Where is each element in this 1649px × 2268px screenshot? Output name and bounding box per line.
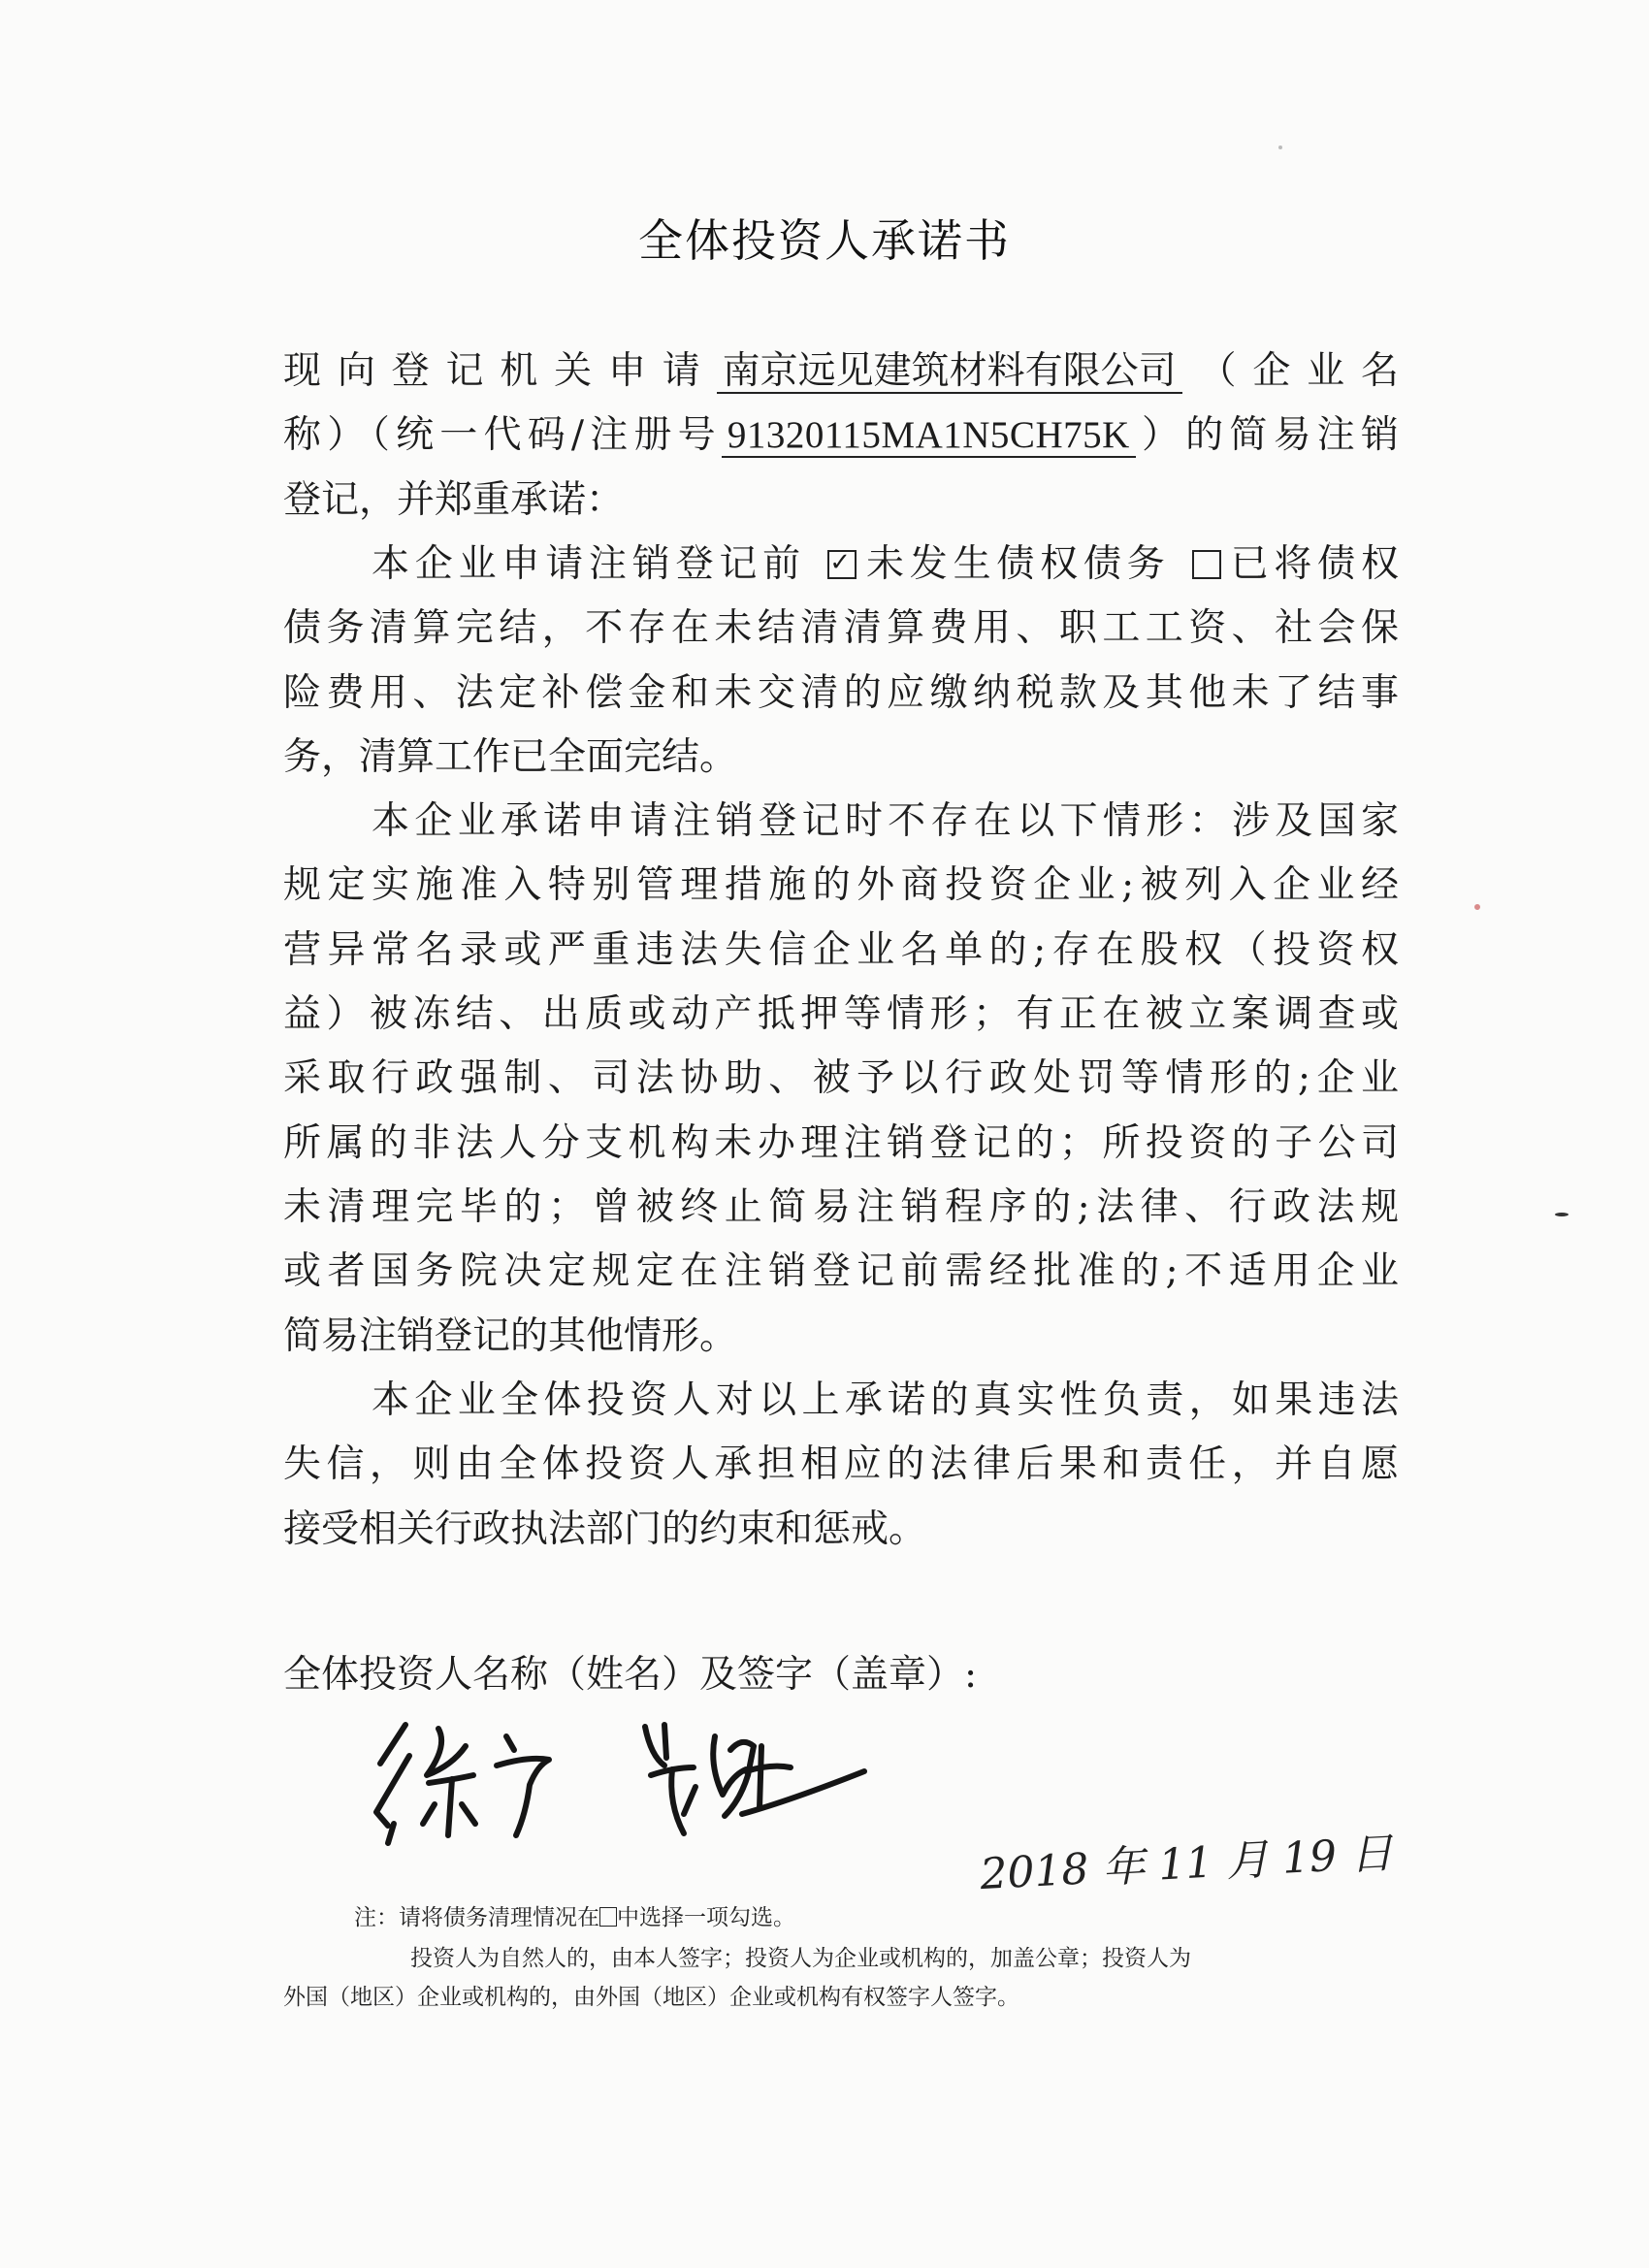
company-name-field: 南京远见建筑材料有限公司 [717, 352, 1182, 394]
check-icon: ✓ [829, 548, 851, 577]
signing-date: 2018 年 11 月 19 日 [979, 1828, 1395, 1900]
signature-2 [626, 1707, 878, 1853]
note-line-2: 投资人为自然人的，由本人签字；投资人为企业或机构的，加盖公章；投资人为 [410, 1946, 1191, 1971]
scan-speck [1474, 904, 1480, 910]
p3-line-7: 未清理完毕的；曾被终止简易注销程序的;法律、行政法规 [283, 1185, 1399, 1229]
note-line-1: 注：请将债务清理情况在 中选择一项勾选。 [354, 1905, 795, 1930]
p3-line-1: 本企业承诺申请注销登记时不存在以下情形：涉及国家 [372, 799, 1399, 843]
scan-speck [1278, 146, 1282, 149]
p2-line-4: 务，清算工作已全面完结。 [283, 735, 738, 779]
signature-label: 全体投资人名称（姓名）及签字（盖章）: [283, 1653, 978, 1697]
p3-line-3: 营异常名录或严重违法失信企业名单的;存在股权（投资权 [283, 928, 1399, 972]
p2-line-2: 债务清算完结，不存在未结清清算费用、职工工资、社会保 [283, 606, 1399, 650]
checkbox-debts-settled [1192, 550, 1221, 579]
p3-line-9: 简易注销登记的其他情形。 [283, 1314, 738, 1358]
p3-line-8: 或者国务院决定规定在注销登记前需经批准的;不适用企业 [283, 1249, 1399, 1293]
checkbox-no-debts [827, 550, 857, 579]
application-line-3: 登记，并郑重承诺： [283, 478, 625, 522]
p3-line-6: 所属的非法人分支机构未办理注销登记的；所投资的子公司 [283, 1121, 1399, 1165]
p4-line-2: 失信，则由全体投资人承担相应的法律后果和责任，并自愿 [283, 1442, 1399, 1486]
signature-1 [359, 1707, 572, 1853]
p4-line-1: 本企业全体投资人对以上承诺的真实性负责，如果违法 [372, 1378, 1399, 1422]
scan-speck [1555, 1213, 1568, 1216]
p4-line-3: 接受相关行政执法部门的约束和惩戒。 [283, 1507, 927, 1551]
p2-line-3: 险费用、法定补偿金和未交清的应缴纳税款及其他未了结事 [283, 671, 1399, 715]
application-line-2: 称）（统一代码/注册号 91320115MA1N5CH75K ）的简易注销 [283, 413, 1399, 457]
registration-code-field: 91320115MA1N5CH75K [722, 416, 1136, 458]
note-line-3: 外国（地区）企业或机构的，由外国（地区）企业或机构有权签字人签字。 [283, 1985, 1019, 2010]
debt-status-line: 本企业申请注销登记前 ✓ 未发生债权债务 已将债权 [372, 542, 1399, 586]
p3-line-4: 益）被冻结、出质或动产抵押等情形；有正在被立案调查或 [283, 992, 1399, 1036]
p3-line-2: 规定实施准入特别管理措施的外商投资企业;被列入企业经 [283, 863, 1399, 907]
application-line-1: 现向登记机关申请 南京远见建筑材料有限公司 （企业名 [283, 349, 1399, 393]
document-title: 全体投资人承诺书 [638, 214, 1011, 267]
p3-line-5: 采取行政强制、司法协助、被予以行政处罚等情形的;企业 [283, 1056, 1399, 1100]
note-checkbox-icon [599, 1907, 617, 1927]
